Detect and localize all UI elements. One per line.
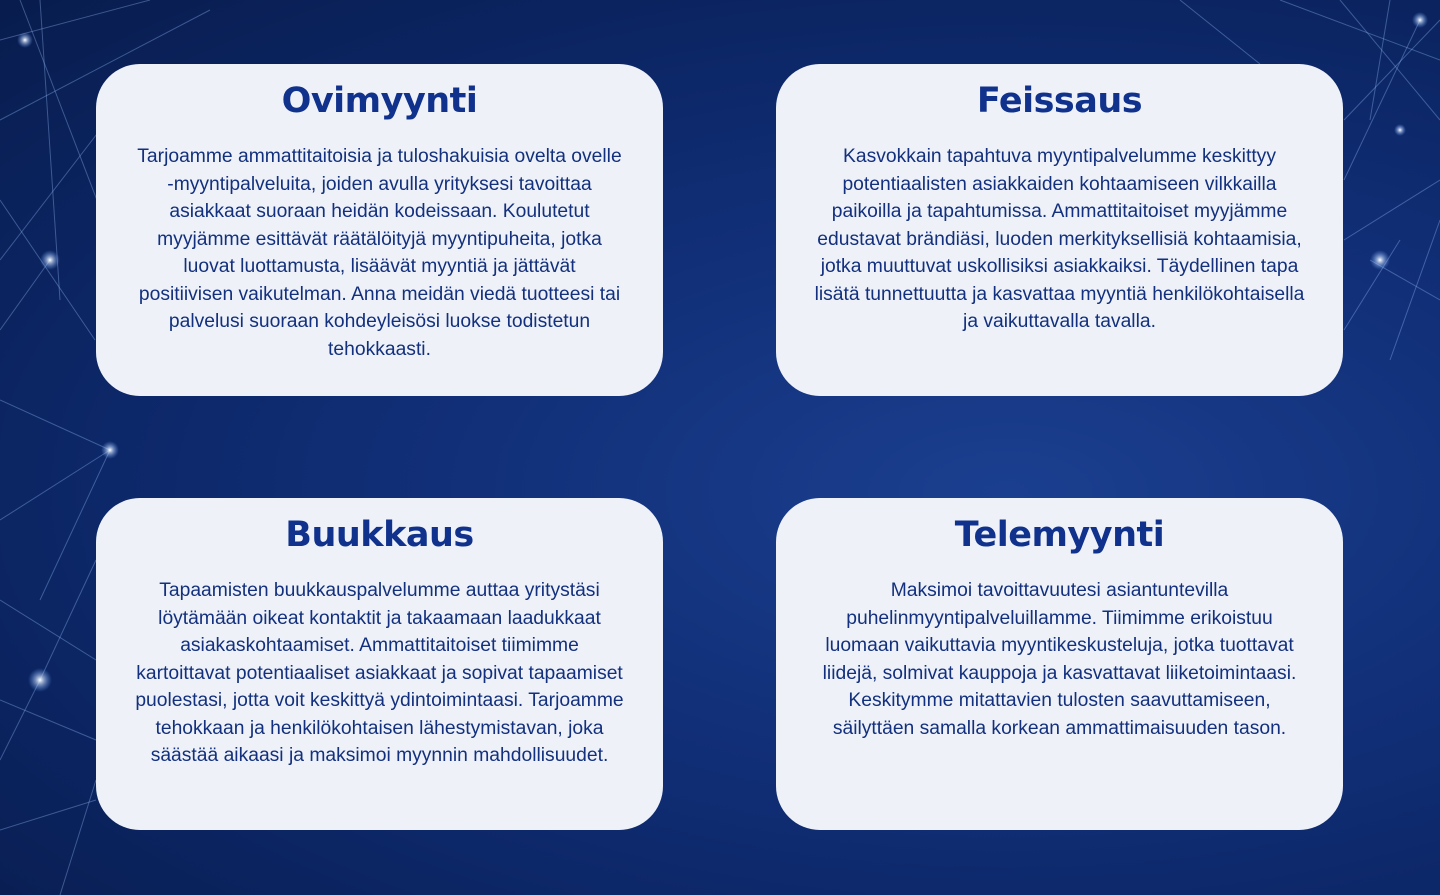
- card-title: Ovimyynti: [281, 81, 478, 121]
- card-description: Maksimoi tavoittavuutesi asiantuntevilla puhelinmyyntipalveluillamme. Tiimimme erikoistuu luomaan vaikuttavia myyntikeskusteluja, jotka tuottavat liidejä, solmivat kauppoja ja kasvattavat liiketoimintaasi. Keskitymme mitattavien tulosten saavuttamiseen, säilyttäen samalla korkean ammattimaisuuden tason.: [822, 580, 1297, 739]
- card-description: Kasvokkain tapahtuva myyntipalvelumme keskittyy potentiaalisten asiakkaiden kohtaamiseen vilkkailla paikoilla ja tapahtumissa. Ammattitaitoiset myyjämme edustavat brändiäsi, luoden merkityksellisiä kohtaamisia, jotka muuttuvat uskollisiksi asiakkaiksi. Täydellinen tapa lisätä tunnettuutta ja kasvattaa myyntiä henkilökohtaisella ja vaikuttavalla tavalla.: [814, 146, 1305, 332]
- card-title: Buukkaus: [285, 515, 474, 555]
- card-description: Tapaamisten buukkauspalvelumme auttaa yritystäsi löytämään oikeat kontaktit ja takaamaan laadukkaat asiakaskohtaamiset. Ammattitaitoiset tiimimme kartoittavat potentiaaliset asiakkaat ja sopivat tapaamiset puolestasi, jotta voit keskittyä ydintoimintaasi. Tarjoamme tehokkaan ja henkilökohtaisen lähestymistavan, joka säästää aikaasi ja maksimoi myynnin mahdollisuudet.: [135, 580, 624, 766]
- card-title: Feissaus: [976, 81, 1143, 121]
- card-title: Telemyynti: [954, 515, 1165, 555]
- service-card-ovimyynti: [96, 64, 663, 396]
- service-card-buukkaus: [96, 498, 663, 830]
- card-description: Tarjoamme ammattitaitoisia ja tuloshakuisia ovelta ovelle -myyntipalveluita, joiden avulla yrityksesi tavoittaa asiakkaat suoraan heidän kodeissaan. Koulutetut myyjämme esittävät räätälöityjä myyntipuheita, jotka luovat luottamusta, lisäävät myyntiä ja jättävät positiivisen vaikutelman. Anna meidän viedä tuotteesi tai palvelusi suoraan kohdeyleisösi luokse todistetun tehokkaasti.: [137, 146, 622, 360]
- service-card-telemyynti: [776, 498, 1343, 830]
- service-card-feissaus: [776, 64, 1343, 396]
